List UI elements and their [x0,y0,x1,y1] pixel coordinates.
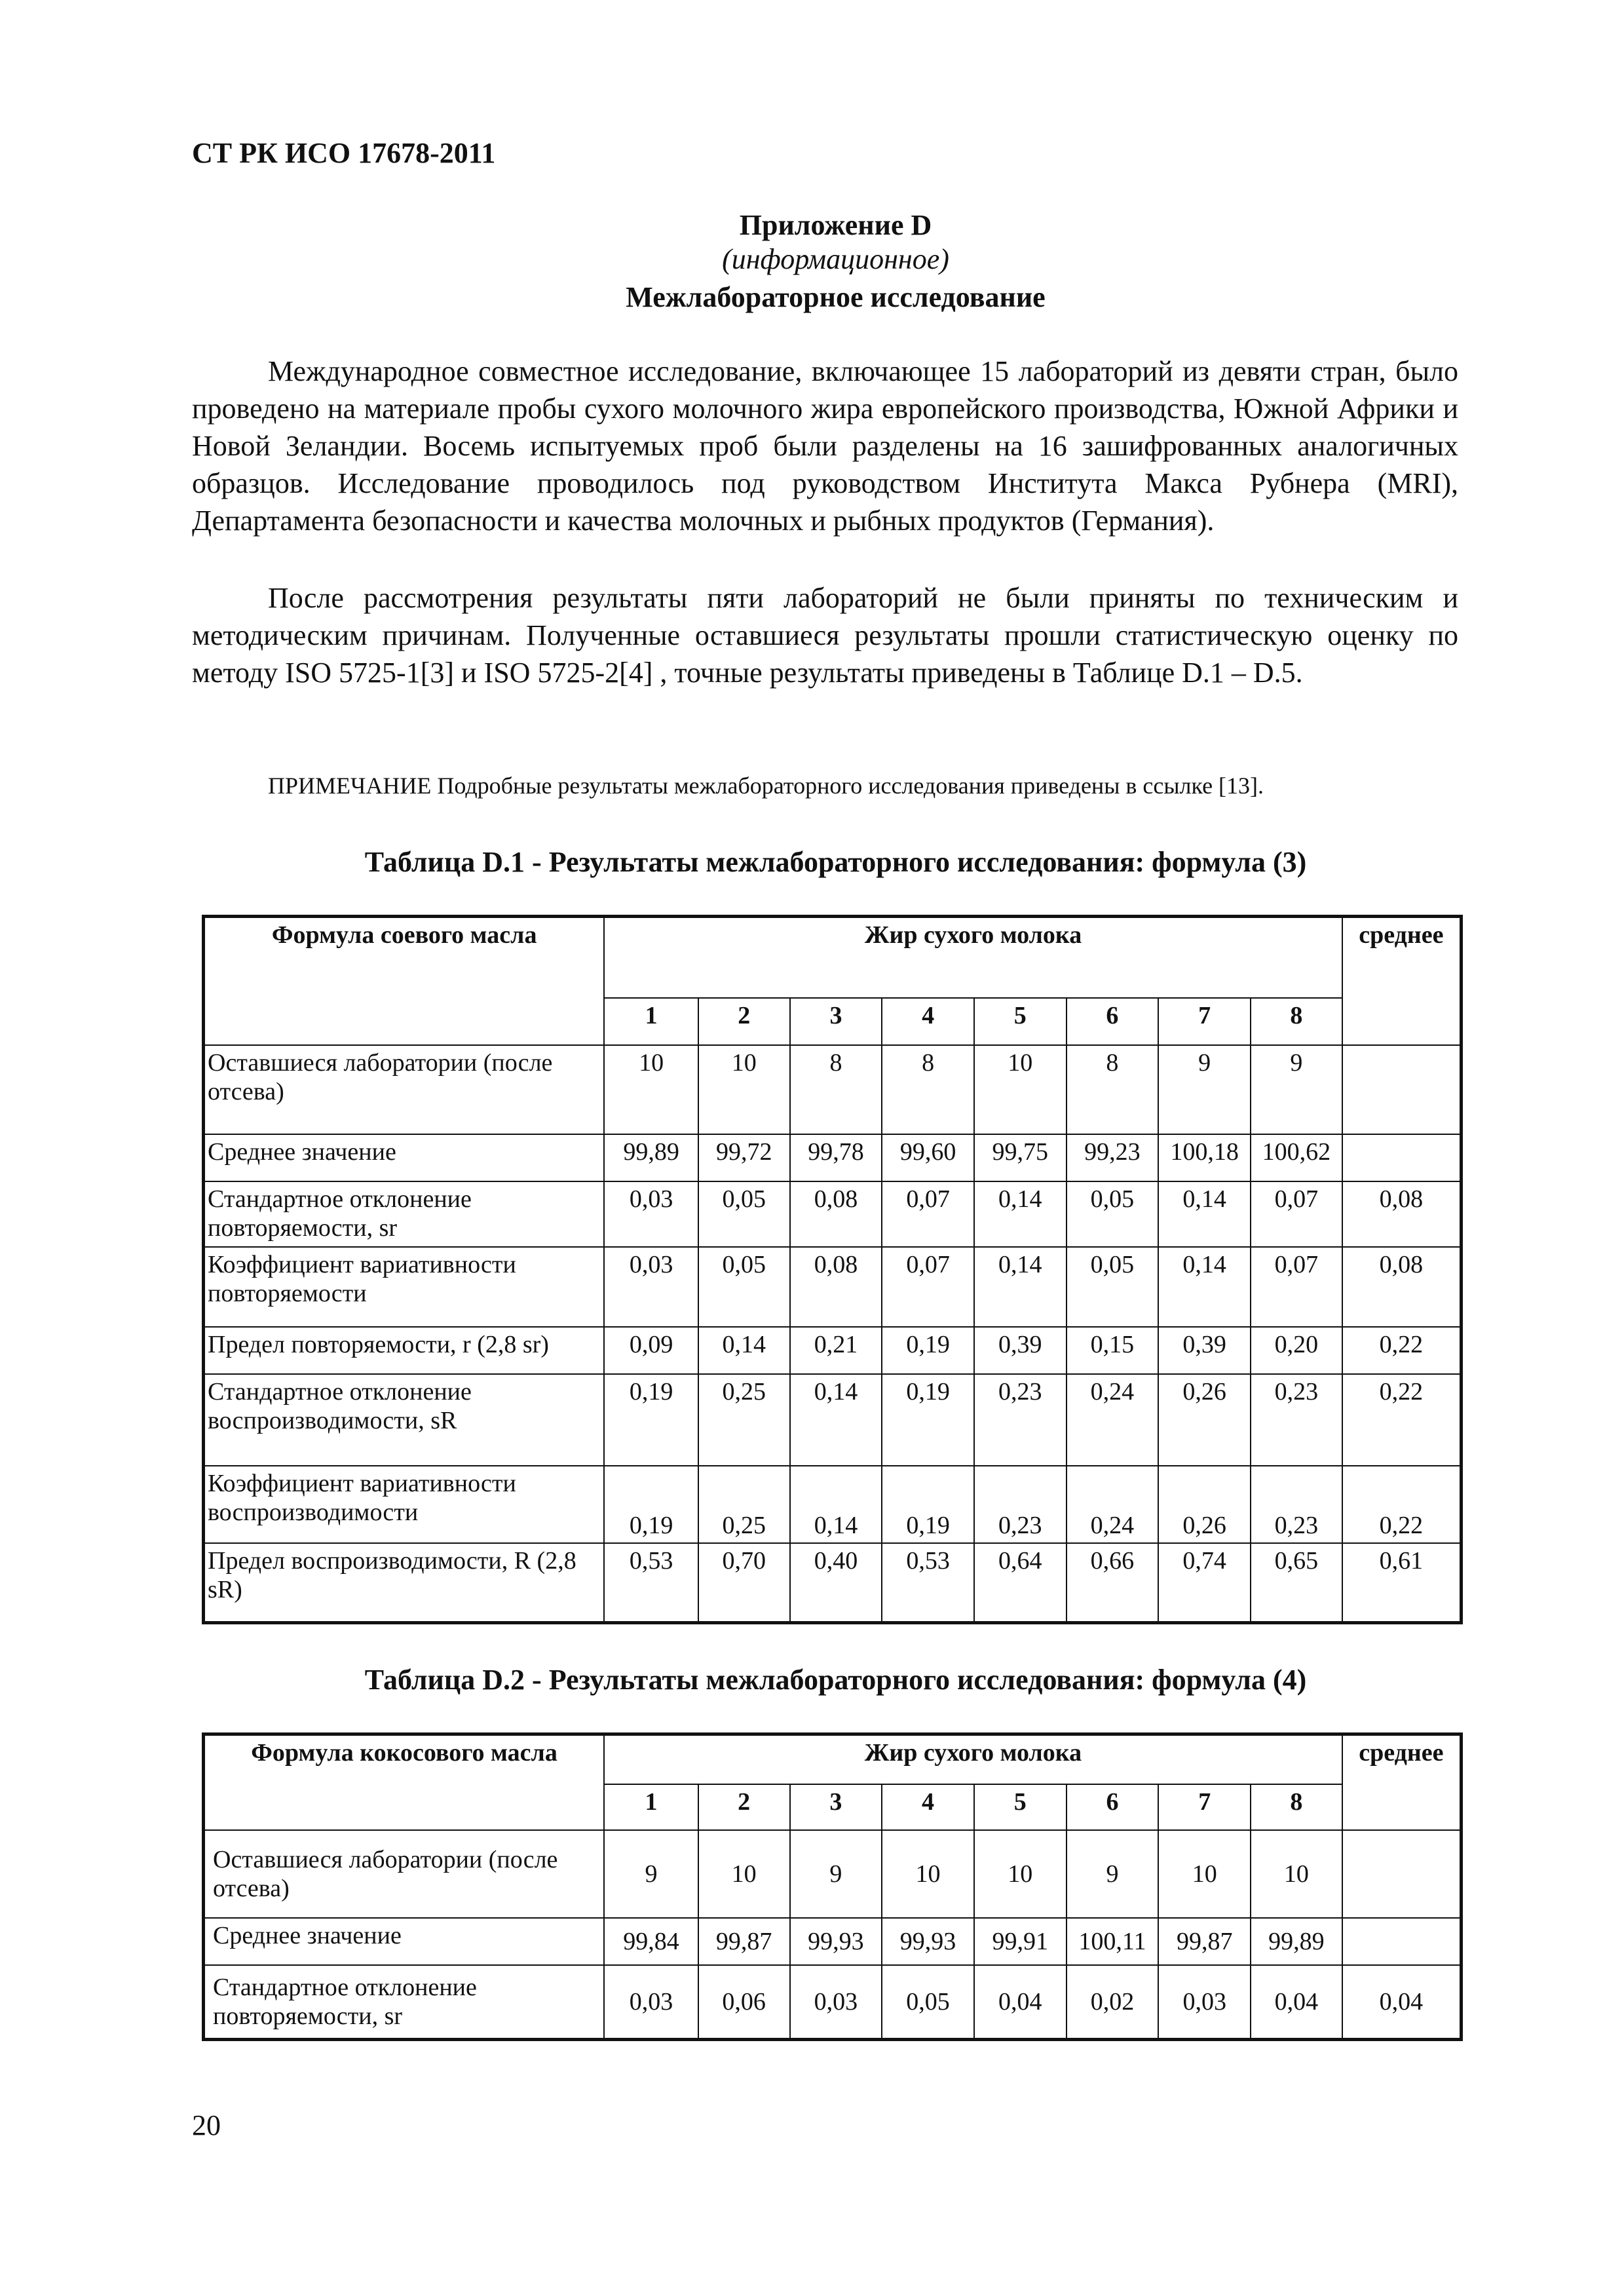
cell-value: 0,08 [790,1247,882,1327]
table-row [204,1830,1462,1918]
cell-value: 10 [882,1830,974,1918]
table1-sample-number: 8 [1251,998,1342,1045]
cell-value: 10 [604,1045,698,1134]
table1 [202,915,1463,1624]
cell-value: 10 [698,1045,790,1134]
cell-value: 0,21 [790,1327,882,1374]
table1-sample-number: 3 [790,998,882,1045]
table2-header-formula: Формула кокосового масла [204,1734,605,1830]
cell-value: 0,26 [1158,1374,1251,1466]
cell-value: 0,09 [604,1327,698,1374]
table1-sample-number: 5 [974,998,1067,1045]
table2-title: Таблица D.2 - Результаты межлабораторного исследования: формула (4) [364,1664,1307,1696]
cell-value: 0,39 [1158,1327,1251,1374]
cell-value: 0,19 [604,1466,698,1543]
cell-value: 0,05 [1067,1247,1159,1327]
cell-value: 0,05 [698,1181,790,1247]
table-row [204,1543,1462,1623]
table-row [204,1965,1462,2040]
table-row [204,1181,1462,1247]
cell-value: 0,07 [1251,1247,1342,1327]
row-label: Коэффициент вариативности воспроизводимости [204,1466,605,1543]
table1-header-mean: среднее [1342,917,1462,1045]
cell-value: 8 [1067,1045,1159,1134]
table1-sample-number: 6 [1067,998,1159,1045]
cell-value: 0,05 [1067,1181,1159,1247]
cell-value: 0,03 [604,1965,698,2040]
table2-sample-number: 8 [1251,1784,1342,1830]
cell-value: 0,04 [974,1965,1067,2040]
cell-value: 99,78 [790,1134,882,1181]
cell-mean: 0,61 [1342,1543,1462,1623]
cell-mean [1342,1134,1462,1181]
table2-header-group: Жир сухого молока [604,1734,1342,1784]
cell-value: 99,93 [790,1918,882,1965]
table-row [204,1918,1462,1965]
cell-value: 0,03 [790,1965,882,2040]
table2-sample-number: 2 [698,1784,790,1830]
cell-value: 0,14 [790,1374,882,1466]
cell-value: 99,23 [1067,1134,1159,1181]
annex-type: (информационное) [722,243,949,275]
cell-value: 0,07 [882,1247,974,1327]
cell-value: 99,87 [1158,1918,1251,1965]
cell-value: 0,19 [882,1327,974,1374]
cell-value: 99,84 [604,1918,698,1965]
cell-value: 0,23 [974,1374,1067,1466]
cell-value: 0,19 [882,1374,974,1466]
cell-mean: 0,08 [1342,1181,1462,1247]
cell-value: 0,14 [790,1466,882,1543]
document-code: СТ РК ИСО 17678-2011 [192,137,496,169]
cell-value: 100,62 [1251,1134,1342,1181]
cell-value: 9 [1251,1045,1342,1134]
cell-value: 0,05 [698,1247,790,1327]
cell-value: 0,19 [604,1374,698,1466]
row-label: Предел воспроизводимости, R (2,8 sR) [204,1543,605,1623]
cell-value: 10 [974,1830,1067,1918]
cell-mean [1342,1045,1462,1134]
cell-value: 9 [790,1830,882,1918]
cell-value: 0,03 [1158,1965,1251,2040]
table1-sample-number: 4 [882,998,974,1045]
cell-value: 0,25 [698,1374,790,1466]
cell-value: 100,18 [1158,1134,1251,1181]
table1-sample-number: 2 [698,998,790,1045]
table1-sample-number: 7 [1158,998,1251,1045]
cell-value: 0,14 [974,1181,1067,1247]
cell-mean: 0,22 [1342,1466,1462,1543]
table2 [202,1732,1463,2041]
cell-value: 0,20 [1251,1327,1342,1374]
paragraph-intro: Международное совместное исследование, включающее 15 лабораторий из девяти стран, было проведено на материале пробы сухого молочного жира европейского производства, Южной Африки и Новой Зеландии. Восемь испытуемых проб были разделены на 16 зашифрованных аналогичных образцов. Исследование проводилось под руководством Института Макса Рубнера (MRI), Департамента безопасности и качества молочных и рыбных продуктов (Германия). [192,355,1458,537]
row-label: Стандартное отклонение повторяемости, sr [204,1965,605,2040]
cell-value: 0,04 [1251,1965,1342,2040]
cell-value: 0,53 [604,1543,698,1623]
cell-value: 0,03 [604,1181,698,1247]
cell-value: 0,40 [790,1543,882,1623]
cell-mean [1342,1918,1462,1965]
cell-value: 0,05 [882,1965,974,2040]
cell-mean: 0,22 [1342,1374,1462,1466]
cell-value: 10 [1251,1830,1342,1918]
table2-sample-number: 5 [974,1784,1067,1830]
table-row [204,1247,1462,1327]
cell-value: 8 [790,1045,882,1134]
table1-title: Таблица D.1 - Результаты межлабораторного исследования: формула (3) [364,846,1307,878]
cell-value: 10 [1158,1830,1251,1918]
cell-value: 0,03 [604,1247,698,1327]
cell-value: 10 [698,1830,790,1918]
row-label: Коэффициент вариативности повторяемости [204,1247,605,1327]
cell-value: 99,93 [882,1918,974,1965]
cell-value: 99,89 [604,1134,698,1181]
cell-value: 0,53 [882,1543,974,1623]
cell-value: 99,60 [882,1134,974,1181]
cell-value: 0,64 [974,1543,1067,1623]
page-number: 20 [192,2109,221,2141]
cell-value: 9 [604,1830,698,1918]
cell-value: 0,14 [698,1327,790,1374]
cell-value: 0,02 [1067,1965,1159,2040]
cell-value: 0,23 [974,1466,1067,1543]
cell-value: 0,14 [974,1247,1067,1327]
cell-value: 10 [974,1045,1067,1134]
cell-value: 0,24 [1067,1374,1159,1466]
note: ПРИМЕЧАНИЕ Подробные результаты межлабораторного исследования приведены в ссылке [13]. [268,773,1264,799]
cell-value: 8 [882,1045,974,1134]
row-label: Среднее значение [204,1134,605,1181]
table2-header-mean: среднее [1342,1734,1462,1830]
table-row [204,1134,1462,1181]
row-label: Среднее значение [204,1918,605,1965]
row-label: Оставшиеся лаборатории (после отсева) [204,1045,605,1134]
table2-sample-number: 3 [790,1784,882,1830]
cell-value: 0,70 [698,1543,790,1623]
paragraph-results: После рассмотрения результаты пяти лабораторий не были приняты по техническим и методическим причинам. Полученные оставшиеся результаты прошли статистическую оценку по методу ISO 5725-1[3] и ISO 5725-2[4] , точные результаты приведены в Таблице D.1 – D.5. [192,582,1458,689]
cell-value: 99,91 [974,1918,1067,1965]
row-label: Стандартное отклонение воспроизводимости, sR [204,1374,605,1466]
annex-title: Приложение D [739,209,932,241]
table2-sample-number: 7 [1158,1784,1251,1830]
cell-value: 99,75 [974,1134,1067,1181]
cell-value: 100,11 [1067,1918,1159,1965]
table2-sample-number: 4 [882,1784,974,1830]
cell-value: 0,24 [1067,1466,1159,1543]
cell-value: 99,72 [698,1134,790,1181]
table2-sample-number: 1 [604,1784,698,1830]
cell-value: 0,08 [790,1181,882,1247]
table1-sample-number: 1 [604,998,698,1045]
cell-value: 99,87 [698,1918,790,1965]
cell-value: 9 [1158,1045,1251,1134]
cell-mean: 0,08 [1342,1247,1462,1327]
table2-sample-number: 6 [1067,1784,1159,1830]
cell-value: 0,14 [1158,1181,1251,1247]
cell-mean: 0,04 [1342,1965,1462,2040]
table1-header-group: Жир сухого молока [604,917,1342,998]
cell-value: 0,23 [1251,1374,1342,1466]
row-label: Стандартное отклонение повторяемости, sr [204,1181,605,1247]
cell-value: 0,65 [1251,1543,1342,1623]
cell-value: 0,19 [882,1466,974,1543]
cell-value: 0,39 [974,1327,1067,1374]
cell-value: 0,26 [1158,1466,1251,1543]
cell-value: 0,66 [1067,1543,1159,1623]
table-row [204,1045,1462,1134]
cell-value: 9 [1067,1830,1159,1918]
cell-value: 0,06 [698,1965,790,2040]
table-row [204,1374,1462,1466]
table1-header-formula: Формула соевого масла [204,917,605,1045]
cell-value: 0,14 [1158,1247,1251,1327]
cell-value: 0,23 [1251,1466,1342,1543]
row-label: Оставшиеся лаборатории (после отсева) [204,1830,605,1918]
cell-value: 0,07 [1251,1181,1342,1247]
cell-value: 0,07 [882,1181,974,1247]
annex-heading: Межлабораторное исследование [626,281,1046,313]
cell-mean: 0,22 [1342,1327,1462,1374]
cell-value: 0,15 [1067,1327,1159,1374]
row-label: Предел повторяемости, r (2,8 sr) [204,1327,605,1374]
table-row [204,1327,1462,1374]
cell-value: 0,25 [698,1466,790,1543]
cell-value: 99,89 [1251,1918,1342,1965]
cell-mean [1342,1830,1462,1918]
table-row [204,1466,1462,1543]
cell-value: 0,74 [1158,1543,1251,1623]
